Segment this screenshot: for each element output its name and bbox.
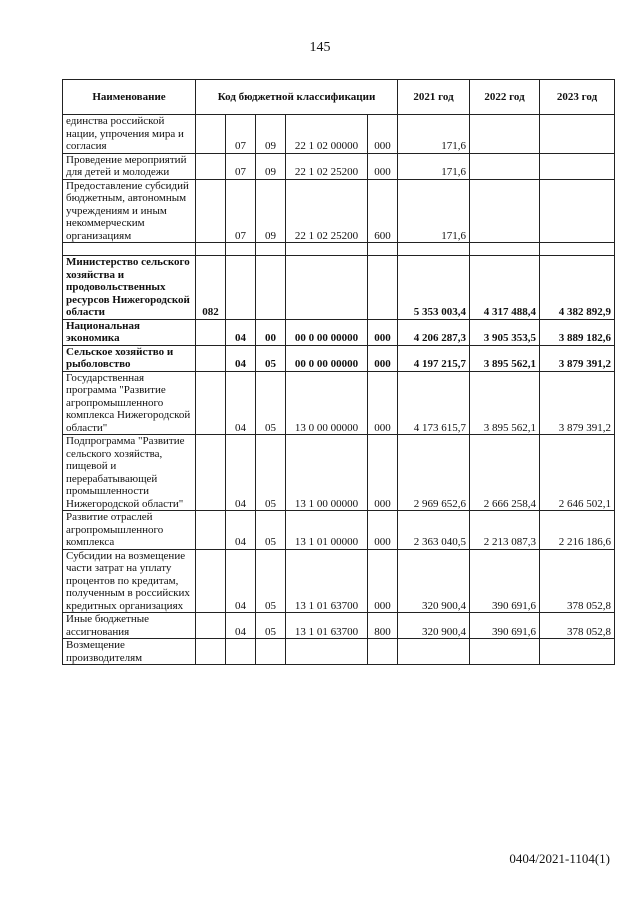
cell-section: 07 — [226, 115, 256, 154]
cell-section: 04 — [226, 549, 256, 613]
cell-target-article: 22 1 02 25200 — [286, 153, 368, 179]
cell-2022 — [470, 153, 540, 179]
cell-subsection: 05 — [256, 549, 286, 613]
cell-ved: 082 — [196, 256, 226, 320]
cell-subsection: 09 — [256, 179, 286, 243]
cell-name: Сельское хозяйство и рыболовство — [63, 345, 196, 371]
cell-expense-type: 000 — [368, 435, 398, 511]
cell-target-article — [286, 243, 368, 256]
cell-2022 — [470, 639, 540, 665]
header-year-2022: 2022 год — [470, 80, 540, 115]
header-year-2023: 2023 год — [540, 80, 615, 115]
cell-2022: 2 666 258,4 — [470, 435, 540, 511]
cell-target-article: 00 0 00 00000 — [286, 345, 368, 371]
cell-2021: 2 363 040,5 — [398, 511, 470, 550]
cell-expense-type: 000 — [368, 153, 398, 179]
cell-subsection: 05 — [256, 435, 286, 511]
table-row — [63, 115, 615, 154]
cell-2021: 4 197 215,7 — [398, 345, 470, 371]
cell-expense-type: 000 — [368, 511, 398, 550]
cell-2023: 4 382 892,9 — [540, 256, 615, 320]
cell-target-article: 13 1 01 63700 — [286, 613, 368, 639]
budget-table — [62, 79, 615, 665]
table-row — [63, 435, 615, 511]
table-row — [63, 511, 615, 550]
cell-expense-type: 000 — [368, 549, 398, 613]
cell-target-article: 22 1 02 25200 — [286, 179, 368, 243]
cell-section: 07 — [226, 179, 256, 243]
cell-target-article: 13 1 00 00000 — [286, 435, 368, 511]
cell-section: 04 — [226, 511, 256, 550]
cell-subsection — [256, 243, 286, 256]
table-row — [63, 153, 615, 179]
cell-target-article: 13 0 00 00000 — [286, 371, 368, 435]
cell-expense-type — [368, 639, 398, 665]
cell-subsection: 05 — [256, 613, 286, 639]
cell-name: Государственная программа "Развитие агропромышленного комплекса Нижегородской области" — [63, 371, 196, 435]
cell-2021 — [398, 243, 470, 256]
cell-subsection: 05 — [256, 371, 286, 435]
table-row — [63, 243, 615, 256]
cell-2021: 2 969 652,6 — [398, 435, 470, 511]
cell-subsection — [256, 256, 286, 320]
cell-name: единства российской нации, упрочения мира и согласия — [63, 115, 196, 154]
page-number: 145 — [309, 40, 331, 55]
table-row — [63, 256, 615, 320]
table-row — [63, 549, 615, 613]
cell-expense-type: 600 — [368, 179, 398, 243]
cell-target-article: 00 0 00 00000 — [286, 319, 368, 345]
cell-target-article — [286, 639, 368, 665]
cell-2023 — [540, 115, 615, 154]
cell-section — [226, 639, 256, 665]
cell-expense-type: 000 — [368, 319, 398, 345]
cell-name: Национальная экономика — [63, 319, 196, 345]
cell-2021: 5 353 003,4 — [398, 256, 470, 320]
cell-expense-type — [368, 243, 398, 256]
cell-name: Иные бюджетные ассигнования — [63, 613, 196, 639]
cell-subsection: 05 — [256, 345, 286, 371]
cell-section — [226, 256, 256, 320]
cell-section: 04 — [226, 371, 256, 435]
cell-name: Проведение мероприятий для детей и молодежи — [63, 153, 196, 179]
cell-2021: 171,6 — [398, 179, 470, 243]
table-row — [63, 179, 615, 243]
table-body — [63, 115, 615, 665]
cell-ved — [196, 153, 226, 179]
cell-2023: 2 646 502,1 — [540, 435, 615, 511]
cell-2022 — [470, 115, 540, 154]
cell-name: Развитие отраслей агропромышленного комплекса — [63, 511, 196, 550]
cell-expense-type: 800 — [368, 613, 398, 639]
cell-subsection — [256, 639, 286, 665]
header-year-2021: 2021 год — [398, 80, 470, 115]
cell-name: Министерство сельского хозяйства и продовольственных ресурсов Нижегородской области — [63, 256, 196, 320]
header-name: Наименование — [63, 80, 196, 115]
cell-target-article: 13 1 01 00000 — [286, 511, 368, 550]
cell-2022 — [470, 243, 540, 256]
cell-target-article: 13 1 01 63700 — [286, 549, 368, 613]
cell-expense-type: 000 — [368, 115, 398, 154]
header-code: Код бюджетной классификации — [196, 80, 398, 115]
cell-section — [226, 243, 256, 256]
cell-subsection: 09 — [256, 153, 286, 179]
cell-2023 — [540, 153, 615, 179]
cell-2023: 378 052,8 — [540, 549, 615, 613]
cell-ved — [196, 345, 226, 371]
cell-ved — [196, 243, 226, 256]
cell-2021: 320 900,4 — [398, 613, 470, 639]
table-header-row — [63, 80, 615, 115]
cell-2023 — [540, 243, 615, 256]
cell-2023: 3 879 391,2 — [540, 371, 615, 435]
cell-2023: 3 889 182,6 — [540, 319, 615, 345]
cell-subsection: 09 — [256, 115, 286, 154]
cell-2023: 378 052,8 — [540, 613, 615, 639]
cell-ved — [196, 511, 226, 550]
cell-2023: 2 216 186,6 — [540, 511, 615, 550]
table-row — [63, 371, 615, 435]
cell-section: 04 — [226, 435, 256, 511]
cell-ved — [196, 639, 226, 665]
cell-target-article — [286, 256, 368, 320]
cell-2023 — [540, 639, 615, 665]
cell-2022: 3 895 562,1 — [470, 345, 540, 371]
cell-2022: 390 691,6 — [470, 613, 540, 639]
cell-2022 — [470, 179, 540, 243]
cell-2021: 171,6 — [398, 153, 470, 179]
table-row — [63, 613, 615, 639]
cell-ved — [196, 319, 226, 345]
cell-expense-type: 000 — [368, 371, 398, 435]
cell-subsection: 00 — [256, 319, 286, 345]
cell-name: Подпрограмма "Развитие сельского хозяйства, пищевой и перерабатывающей промышленности Нижегородской области" — [63, 435, 196, 511]
cell-ved — [196, 549, 226, 613]
cell-expense-type — [368, 256, 398, 320]
cell-section: 04 — [226, 319, 256, 345]
cell-ved — [196, 371, 226, 435]
cell-2022: 3 905 353,5 — [470, 319, 540, 345]
cell-2021: 4 173 615,7 — [398, 371, 470, 435]
cell-target-article: 22 1 02 00000 — [286, 115, 368, 154]
table-row — [63, 345, 615, 371]
cell-2021: 4 206 287,3 — [398, 319, 470, 345]
cell-name: Предоставление субсидий бюджетным, автономным учреждениям и иным некоммерческим организациям — [63, 179, 196, 243]
cell-2023: 3 879 391,2 — [540, 345, 615, 371]
cell-2022: 4 317 488,4 — [470, 256, 540, 320]
cell-ved — [196, 435, 226, 511]
table-row — [63, 639, 615, 665]
cell-section: 04 — [226, 345, 256, 371]
cell-section: 07 — [226, 153, 256, 179]
cell-subsection: 05 — [256, 511, 286, 550]
cell-ved — [196, 115, 226, 154]
cell-ved — [196, 179, 226, 243]
document-code: 0404/2021-1104(1) — [509, 851, 610, 866]
cell-2021 — [398, 639, 470, 665]
cell-2022: 3 895 562,1 — [470, 371, 540, 435]
table-row — [63, 319, 615, 345]
cell-2022: 2 213 087,3 — [470, 511, 540, 550]
cell-ved — [196, 613, 226, 639]
cell-name — [63, 243, 196, 256]
cell-2022: 390 691,6 — [470, 549, 540, 613]
cell-name: Субсидии на возмещение части затрат на уплату процентов по кредитам, полученным в российских кредитных организациях — [63, 549, 196, 613]
cell-2021: 171,6 — [398, 115, 470, 154]
cell-2021: 320 900,4 — [398, 549, 470, 613]
cell-expense-type: 000 — [368, 345, 398, 371]
cell-name: Возмещение производителям — [63, 639, 196, 665]
cell-section: 04 — [226, 613, 256, 639]
cell-2023 — [540, 179, 615, 243]
